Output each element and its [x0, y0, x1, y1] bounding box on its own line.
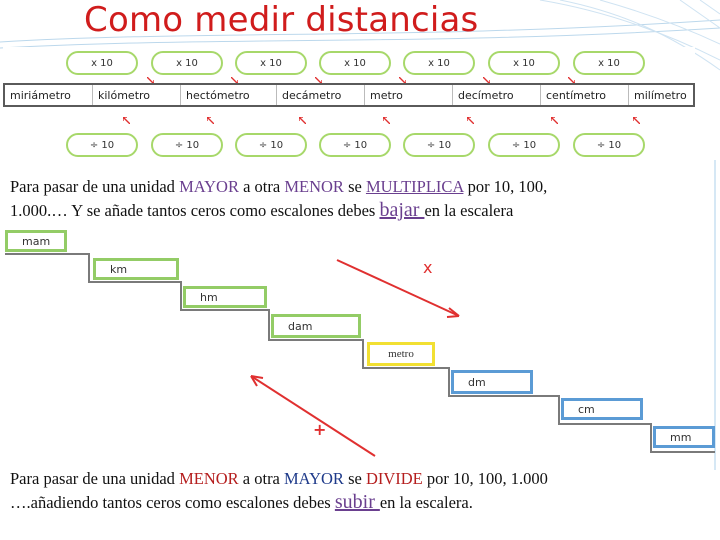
up-arrow-icon — [633, 117, 640, 124]
word-bajar: bajar — [379, 199, 425, 222]
paragraph-menor-a-mayor — [10, 468, 715, 515]
paragraph-mayor-a-menor — [10, 176, 715, 223]
text-fragment: en la escalera. — [379, 493, 473, 513]
divide-pill: ÷ 10 — [235, 133, 307, 157]
unit-cell: decímetro — [453, 85, 541, 105]
multiply-pill: x 10 — [66, 51, 138, 75]
unit-cell: metro — [365, 85, 453, 105]
text-fragment: se — [343, 177, 366, 196]
text-fragment: a otra — [238, 177, 285, 196]
text-fragment: se — [343, 469, 366, 488]
up-arrow-icon — [551, 117, 558, 124]
staircase-diagram — [3, 228, 715, 460]
divide-pill: ÷ 10 — [573, 133, 645, 157]
step-cm: cm — [561, 398, 643, 420]
step-mam: mam — [5, 230, 67, 252]
multiply-pill: x 10 — [573, 51, 645, 75]
multiply-pill: x 10 — [319, 51, 391, 75]
divide-pill: ÷ 10 — [403, 133, 475, 157]
unit-cell: kilómetro — [93, 85, 181, 105]
step-hm: hm — [183, 286, 267, 308]
text-fragment: Para pasar de una unidad — [10, 177, 180, 196]
divide-pill: ÷ 10 — [66, 133, 138, 157]
word-menor: MENOR — [179, 469, 239, 488]
multiply-pill: x 10 — [235, 51, 307, 75]
up-arrow-icon — [123, 117, 130, 124]
unit-cell: hectómetro — [181, 85, 277, 105]
up-arrow-icon — [207, 117, 214, 124]
text-fragment: a otra — [238, 469, 285, 488]
word-mayor: MAYOR — [284, 469, 344, 488]
word-multiplica: MULTIPLICA — [365, 177, 464, 196]
text-fragment: Para pasar de una unidad — [10, 469, 180, 488]
text-fragment: ….añadiendo tantos ceros como escalones debes — [10, 493, 335, 513]
word-mayor: MAYOR — [179, 177, 239, 196]
unit-cell: milímetro — [634, 88, 687, 102]
up-arrow-icon — [383, 117, 390, 124]
divide-pill: ÷ 10 — [488, 133, 560, 157]
step-dam: dam — [271, 314, 361, 338]
unit-cell: decámetro — [277, 85, 365, 105]
step-dm: dm — [451, 370, 533, 394]
unit-cell: miriámetro — [5, 85, 93, 105]
text-fragment: en la escalera — [424, 201, 514, 221]
unit-cell: centímetro — [541, 85, 629, 105]
add-symbol: + — [313, 420, 327, 439]
text-fragment: por 10, 100, 1.000 — [422, 469, 548, 488]
conversion-strip — [3, 47, 695, 157]
text-fragment: por 10, 100, — [463, 177, 548, 196]
multiply-symbol: x — [423, 258, 433, 277]
word-menor: MENOR — [284, 177, 344, 196]
multiply-pill: x 10 — [403, 51, 475, 75]
step-mm: mm — [653, 426, 715, 448]
multiply-pill: x 10 — [488, 51, 560, 75]
text-fragment: 1.000.… Y se añade tantos ceros como escalones debes — [10, 201, 380, 221]
divide-pill: ÷ 10 — [151, 133, 223, 157]
up-arrow-icon — [467, 117, 474, 124]
multiply-pill: x 10 — [151, 51, 223, 75]
word-subir: subir — [334, 491, 380, 514]
page-title: Como medir distancias — [84, 0, 479, 40]
divide-pill: ÷ 10 — [319, 133, 391, 157]
step-metro: metro — [367, 342, 435, 366]
word-divide: DIVIDE — [365, 469, 423, 488]
units-row — [3, 83, 695, 107]
step-km: km — [93, 258, 179, 280]
up-arrow-icon — [299, 117, 306, 124]
